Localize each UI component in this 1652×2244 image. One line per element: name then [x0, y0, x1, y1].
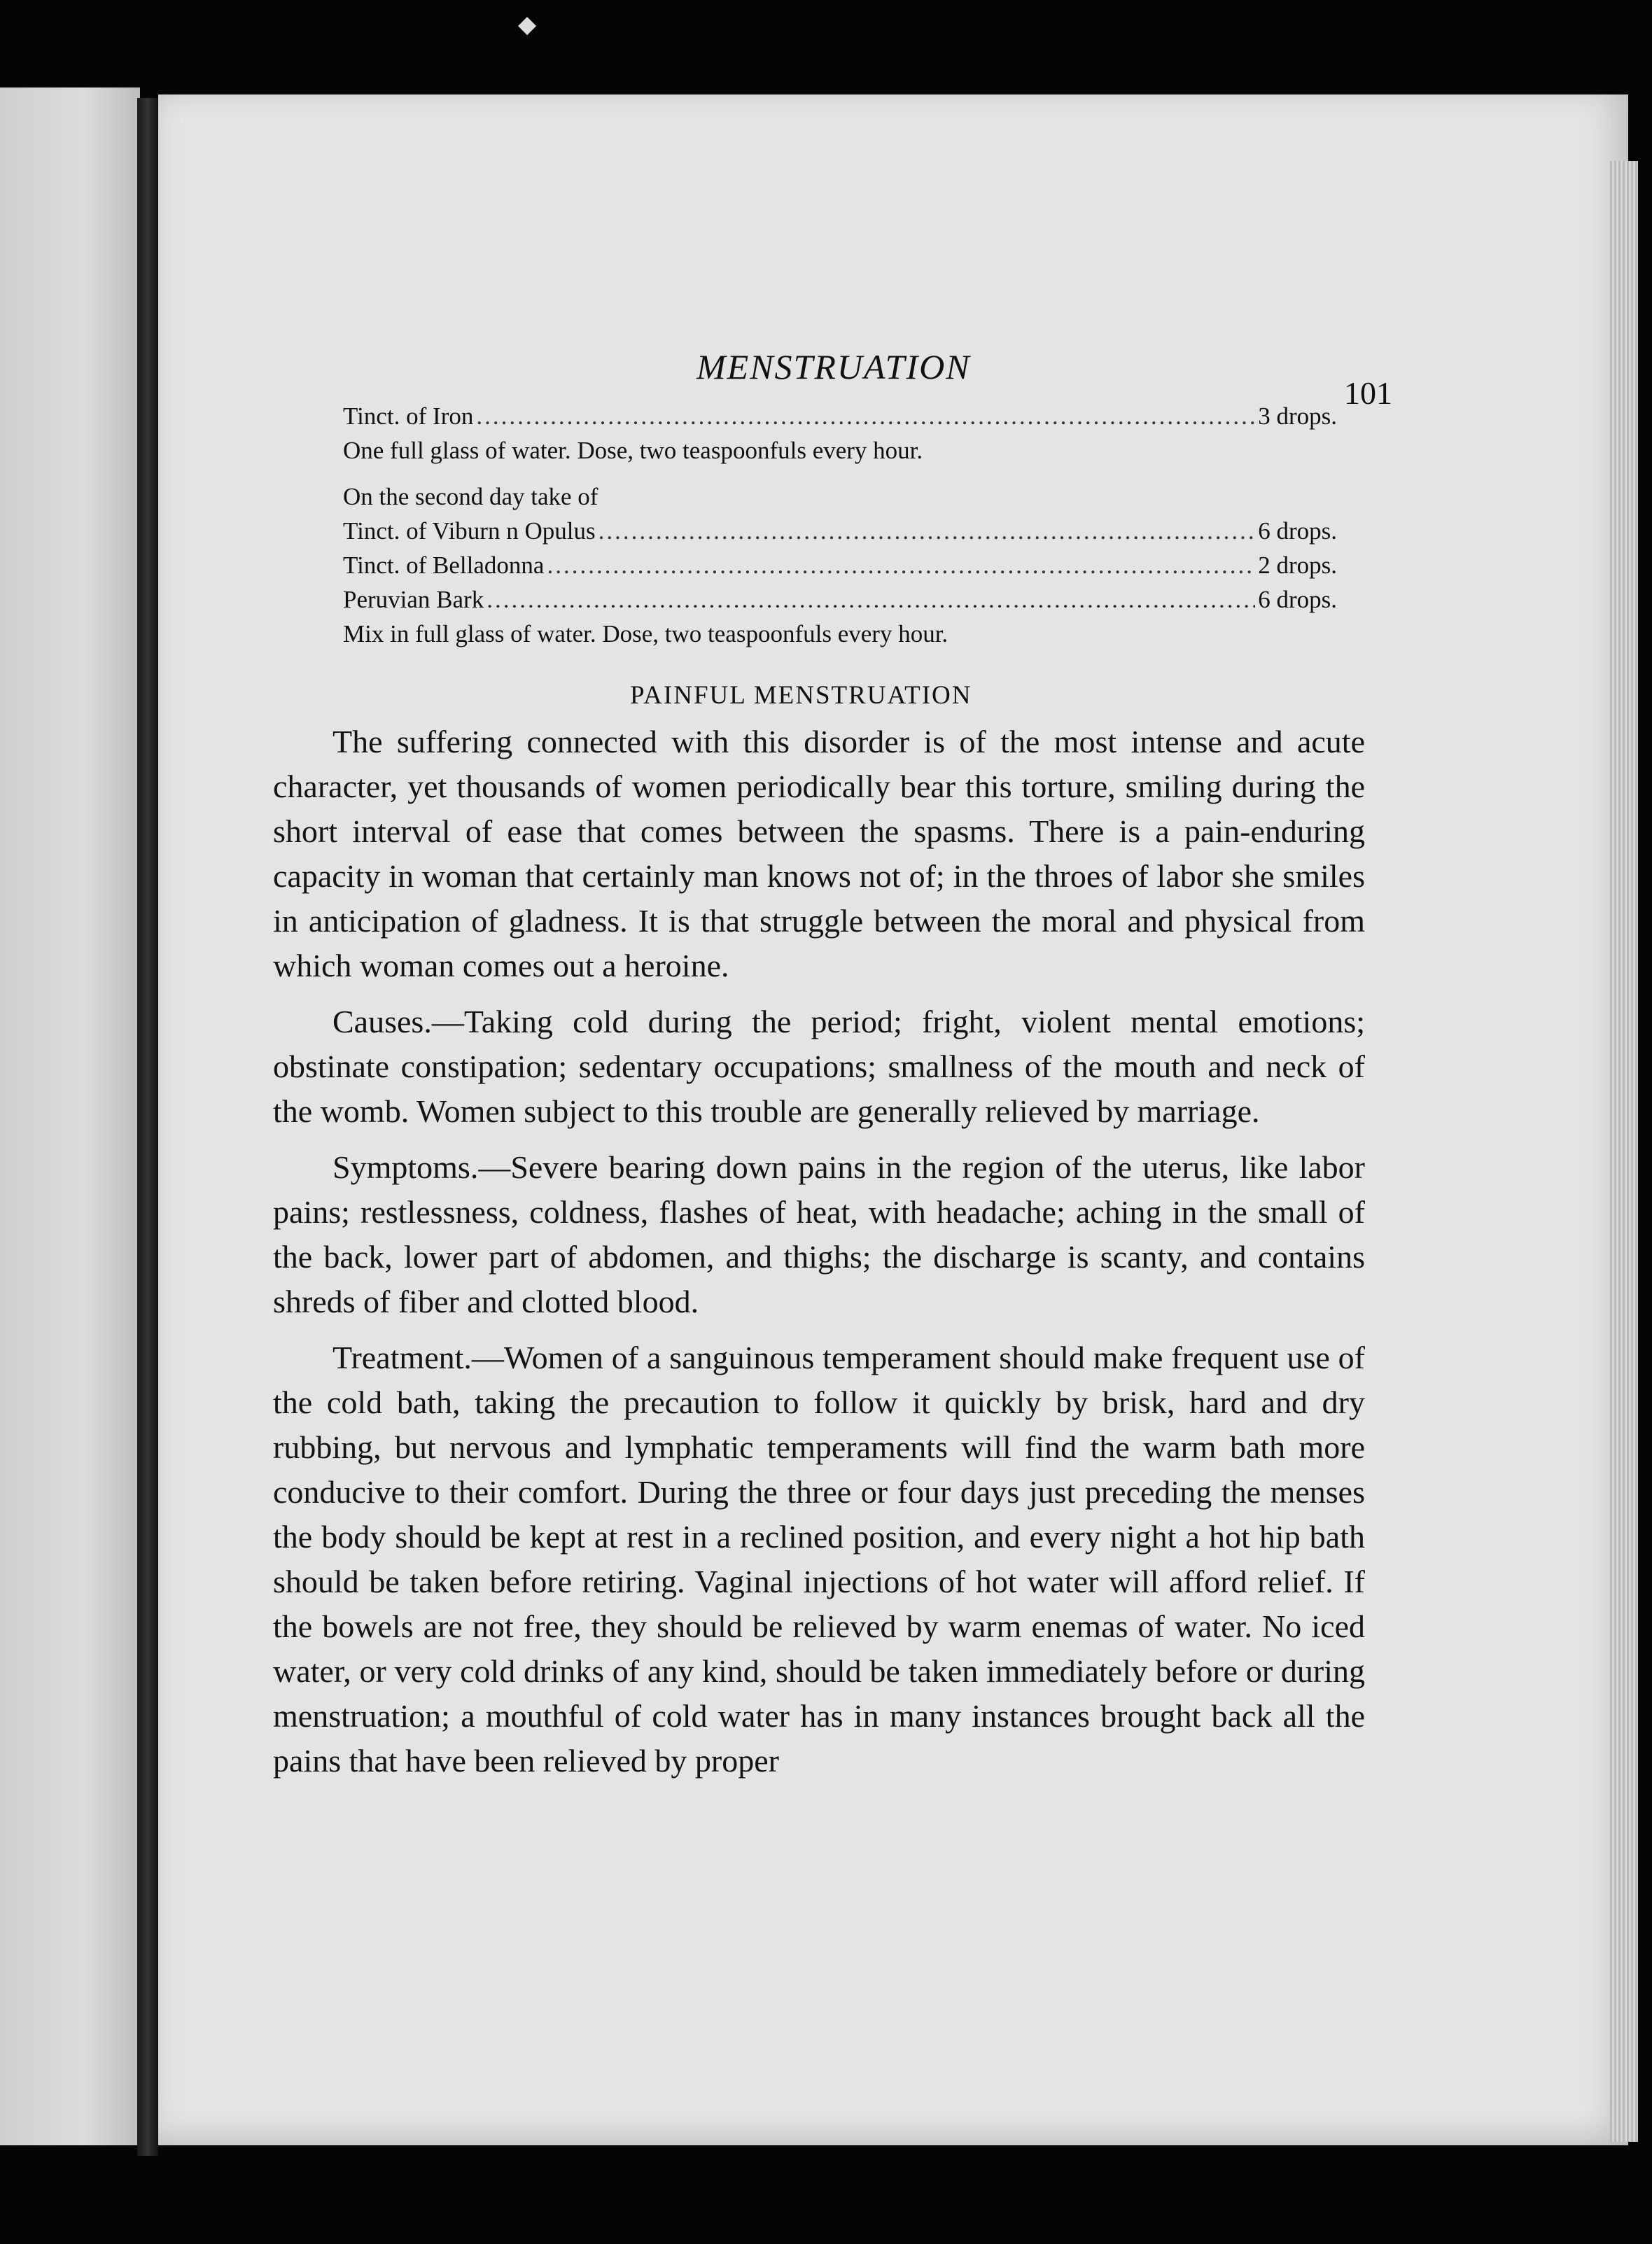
book-binding — [137, 98, 158, 2156]
paragraph-intro: The suffering connected with this disorder is of the most intense and acute character, yet thousands of women periodically bear this torture, smiling during the short interval of ease that comes between the spasms. There is a pain-enduring capacity in woman that certainly man knows not of; in the throes of labor she smiles in anticipation of gladness. It is that struggle between the moral and physical from which woman comes out a heroine. — [273, 724, 1365, 983]
second-day-label: On the second day take of — [343, 483, 598, 510]
ingredient-amount: 6 drops. — [1258, 517, 1337, 545]
ingredient-name: Tinct. of Iron — [343, 402, 474, 430]
ingredient-name: Tinct. of Viburn n Opulus — [343, 517, 596, 545]
ingredient-amount: 6 drops. — [1258, 586, 1337, 613]
ingredient-amount: 2 drops. — [1258, 552, 1337, 579]
recipe-line — [343, 517, 1337, 552]
page-edges — [1610, 161, 1638, 2142]
recipe-line — [343, 402, 1337, 437]
paragraph-symptoms: Symptoms.—Severe bearing down pains in the region of the uterus, like labor pains; restlessness, coldness, flashes of heat, with headache; aching in the small of the back, lower part of abdomen, and thighs; the discharge is scanty, and contains shreds of fiber and clotted blood. — [273, 1149, 1365, 1319]
recipe-two — [343, 483, 1337, 654]
recipe-instruction: Mix in full glass of water. Dose, two teaspoonfuls every hour. — [343, 620, 948, 647]
ingredient-name: Tinct. of Belladonna — [343, 552, 545, 579]
dot-leader — [598, 517, 1256, 545]
ingredient-name: Peruvian Bark — [343, 586, 484, 613]
page-number: 101 — [1344, 375, 1392, 411]
dot-leader — [547, 552, 1255, 580]
paragraph-treatment: Treatment.—Women of a sanguinous temperament should make frequent use of the cold bath, taking the precaution to follow it quickly by brisk, hard and dry rubbing, but nervous and lymphatic temperaments will find the warm bath more conducive to their comfort. During the three or four days just preceding the menses the body should be kept at rest in a reclined position, and every night a hot hip bath should be taken before retiring. Vaginal injections of hot water will afford relief. If the bowels are not free, they should be relieved by warm enemas of water. No iced water, or very cold drinks of any kind, should be taken immediately before or during menstruation; a mouthful of cold water has in many instances brought back all the pains that have been relieved by proper — [273, 1340, 1365, 1779]
ingredient-amount: 3 drops. — [1258, 402, 1337, 430]
body-text — [273, 720, 1365, 1795]
recipe-one — [343, 402, 1337, 471]
paragraph-causes: Causes.—Taking cold during the period; fright, violent mental emotions; obstinate constipation; sedentary occupations; smallness of the mouth and neck of the womb. Women subject to this trouble are generally relieved by marriage. — [273, 1004, 1365, 1129]
section-heading: PAINFUL MENSTRUATION — [630, 681, 972, 710]
film-mark: ◆ — [518, 12, 537, 38]
recipe-line — [343, 586, 1337, 620]
running-head: MENSTRUATION — [696, 347, 971, 386]
recipe-line — [343, 552, 1337, 586]
facing-page-sliver — [0, 87, 140, 2145]
recipe-instruction: One full glass of water. Dose, two teaspoonfuls every hour. — [343, 437, 923, 464]
dot-leader — [486, 586, 1255, 614]
dot-leader — [476, 402, 1255, 430]
